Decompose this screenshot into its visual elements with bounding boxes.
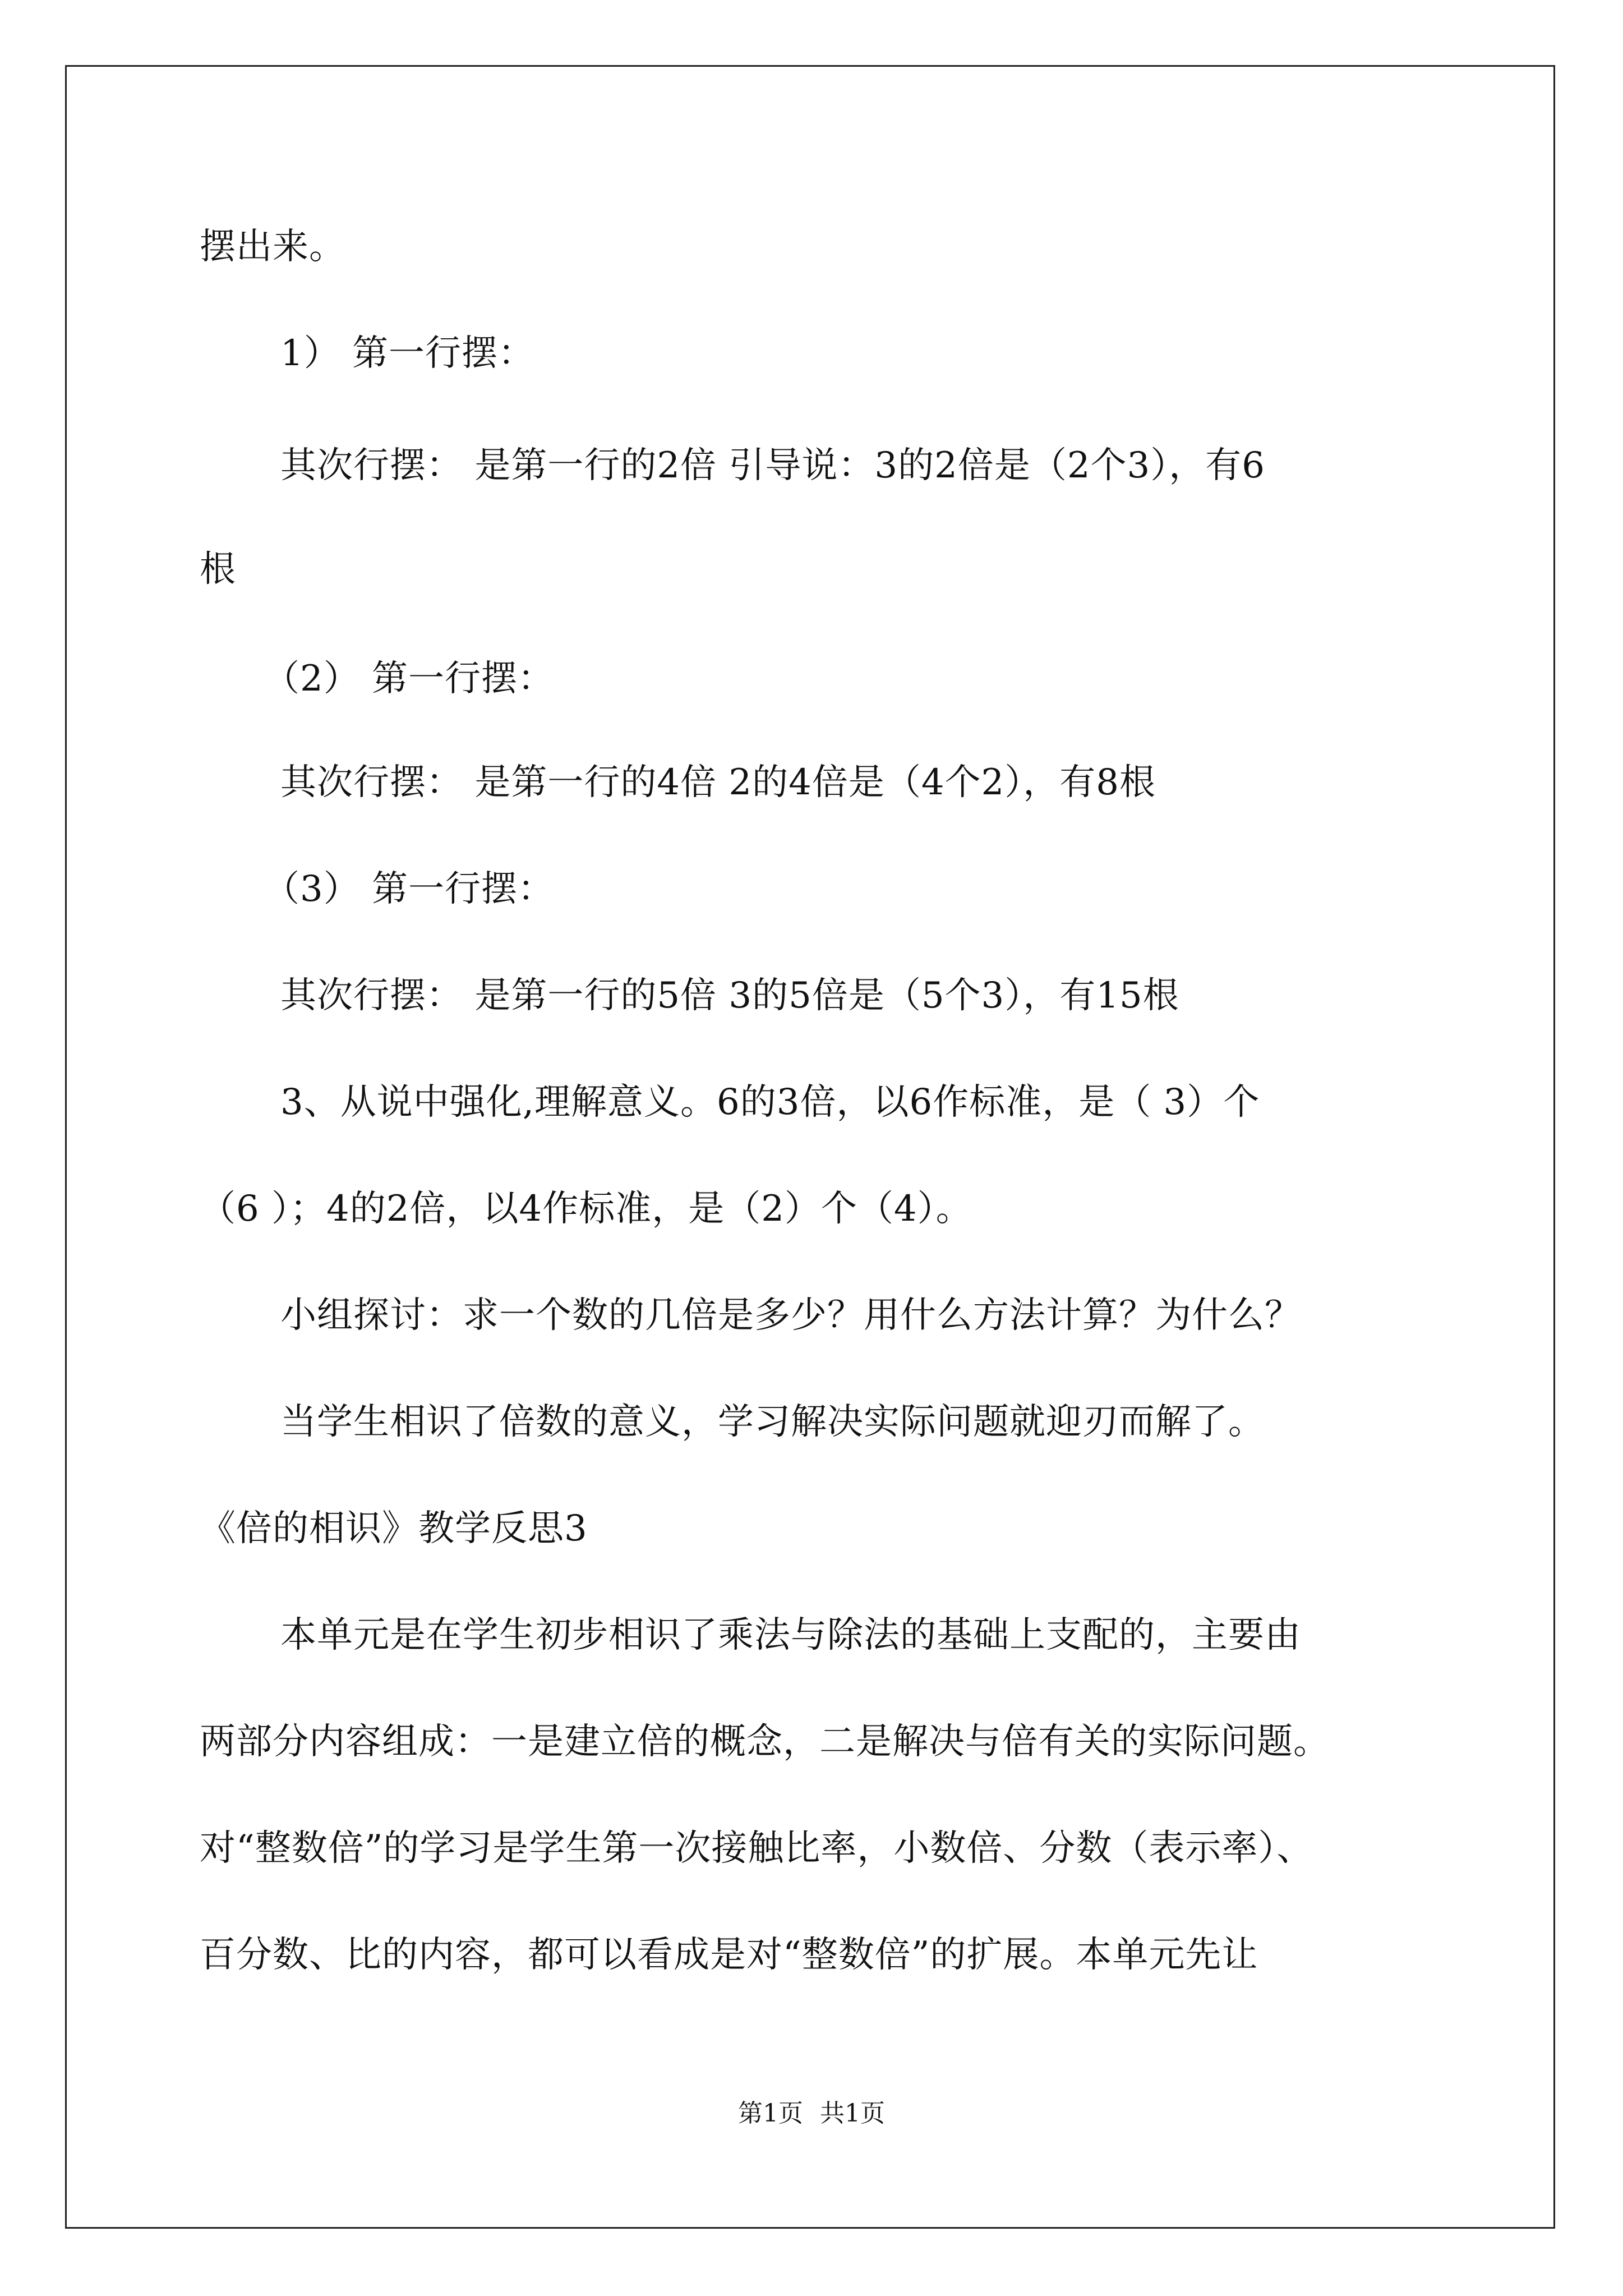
text-line-11: 小组探讨：求一个数的几倍是多少？用什么方法计算？为什么？ [280, 1295, 1301, 1336]
page-border [65, 65, 1555, 2229]
text-line-2: 1） 第一行摆： [280, 333, 535, 374]
text-line-12: 当学生相识了倍数的意义，学习解决实际问题就迎刃而解了。 [280, 1401, 1265, 1443]
page-total: 共1页 [820, 2099, 885, 2128]
text-line-6: 其次行摆： 是第一行的4倍 2的4倍是（4个2），有8根 [280, 762, 1156, 803]
text-line-17: 百分数、比的内容，都可以看成是对“整数倍”的扩展。本单元先让 [200, 1934, 1258, 1976]
text-line-15: 两部分内容组成：一是建立倍的概念，二是解决与倍有关的实际问题。 [200, 1721, 1330, 1763]
text-line-1: 摆出来。 [200, 226, 345, 268]
text-line-10: （6 ）；4的2倍，以4作标准，是（2）个（4）。 [200, 1188, 972, 1230]
text-line-4: 根 [200, 549, 236, 590]
text-line-7: （3） 第一行摆： [264, 868, 555, 910]
text-line-9: 3、从说中强化,理解意义。6的3倍，以6作标准，是（ 3）个 [280, 1082, 1260, 1123]
section-heading: 《倍的相识》教学反思3 [200, 1508, 588, 1549]
text-line-5: （2） 第一行摆： [264, 658, 555, 700]
page-number: 第1页 [738, 2099, 803, 2128]
text-line-14: 本单元是在学生初步相识了乘法与除法的基础上支配的，主要由 [280, 1614, 1301, 1656]
text-line-8: 其次行摆： 是第一行的5倍 3的5倍是（5个3），有15根 [280, 975, 1179, 1016]
text-line-3: 其次行摆： 是第一行的2倍 引导说：3的2倍是（2个3），有6 [280, 445, 1265, 486]
text-line-16: 对“整数倍”的学习是学生第一次接触比率，小数倍、分数（表示率）、 [200, 1828, 1313, 1869]
page-footer [0, 2098, 1623, 2129]
